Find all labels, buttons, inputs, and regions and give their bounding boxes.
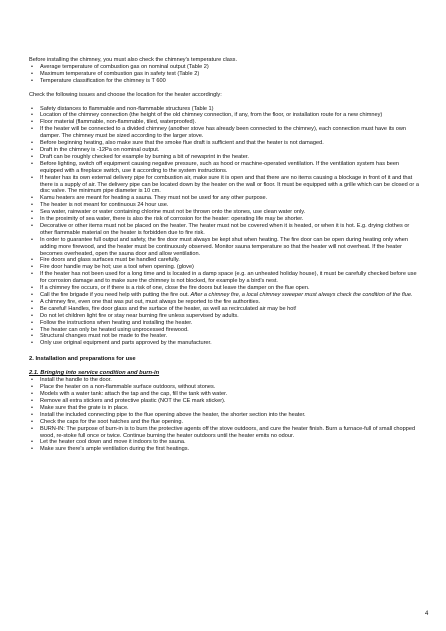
document-page — [29, 57, 421, 453]
fire-brigade-italic-text: After a chimney fire, a local chimney sweeper must always check the condition of the flue. — [190, 292, 413, 298]
list-item: • Kamu heaters are meant for heating a sauna. They must not be used for any other purpose. — [29, 195, 421, 202]
list-item: • Draft in the chimney is -12Pa on nominal output. — [29, 147, 421, 154]
list-item: • Make sure that the grate is in place. — [29, 405, 421, 412]
page-number: 4 — [425, 611, 429, 617]
list-item: • Draft can be roughly checked for example by burning a bit of newsprint in the heater. — [29, 154, 421, 161]
list-item: • Before beginning heating, also make sure that the smoke flue draft is sufficient and that the heater is not damaged. — [29, 140, 421, 147]
list-item: • Check the caps for the soot hatches and the flue opening. — [29, 419, 421, 426]
fire-brigade-text: Call the fire brigade if you need help with putting the fire out. — [40, 292, 191, 298]
list-item: • Remove all extra stickers and protective plastic (NOT the CE mark sticker). — [29, 398, 421, 405]
subsection-title: 2.1. Bringing into service condition and burn-in — [29, 370, 160, 377]
list-item: • Average temperature of combustion gas on nominal output (Table 2) — [29, 64, 421, 71]
list-item: • Safety distances to flammable and non-flammable structures (Table 1) — [29, 106, 421, 113]
list-item: • Install the handle to the door. — [29, 377, 421, 384]
list-item: • The heater can only be heated using unprocessed firewood. — [29, 327, 421, 334]
list-item: • In order to guarantee full output and safety, the fire door must always be kept shut when heating. The fire door can be open during heating only when adding more firewood, and the heater must be continuously observed. Monitor sauna temperature so that the heater will not overheat. If the heater becomes overheated, open the sauna door and allow ventilation. — [29, 237, 421, 258]
check-list — [29, 106, 421, 348]
check-intro-paragraph: Check the following issues and choose the location for the heater accordingly: — [29, 91, 222, 98]
list-item: • If the heater has not been used for a long time and is located in a damp space (e.g. an unheated holiday house), it must be carefully checked before use for corrosion damage and to make sure the chimney is not blocked, for example by a bird's nest. — [29, 271, 421, 285]
list-item: • Only use original equipment and parts approved by the manufacturer. — [29, 340, 421, 347]
list-item-fire-brigade — [29, 292, 421, 299]
list-item: • Temperature classification for the chimney is T 600 — [29, 78, 421, 85]
list-item: • Fire doors and glass surfaces must be handled carefully. — [29, 257, 421, 264]
list-item: • Maximum temperature of combustion gas in safety test (Table 2) — [29, 71, 421, 78]
list-item: • Location of the chimney connection (the height of the old chimney connection, if any, from the floor, or installation route for a new chimney) — [29, 112, 421, 119]
intro-paragraph: Before installing the chimney, you must also check the chimney's temperature class. — [29, 57, 238, 63]
list-item: • The heater is not meant for continuous 24 hour use. — [29, 202, 421, 209]
list-item: • Decorative or other items must not be placed on the heater. The heater must not be covered when it is heated, or when it is hot. E.g. drying clothes or other flammable material on the heater is forbidden due to fire risk. — [29, 223, 421, 237]
list-item: • If the heater will be connected to a divided chimney (another stove has already been connected to the chimney), each connection must have its own damper. The chimney must be sized according to the larger stove. — [29, 126, 421, 140]
list-item: • In the proximity of sea water, there is also the risk of corrosion for the heater: operating life may be shorter. — [29, 216, 421, 223]
list-item: • Install the included connecting pipe to the flue opening above the heater, the shorter section into the heater. — [29, 412, 421, 419]
list-item: • Models with a water tank: attach the tap and the cap, fill the tank with water. — [29, 391, 421, 398]
list-item: • Fire door handle may be hot; use a tool when opening. (glove) — [29, 264, 421, 271]
temperature-list — [29, 64, 421, 85]
list-item: • If heater has its own external delivery pipe for combustion air, make sure it is open and that there are no items causing a blockage in front of it and that there is a supply of air. The delivery pipe can be located down by the heater on the wall or floor. It must be equipped with a grille which can be closed or a disc valve. The minimum pipe diameter is 10 cm. — [29, 175, 421, 196]
list-item: • Do not let children light fire or stay near burning fire unless supervised by adults. — [29, 313, 421, 320]
list-item: • Floor material (flammable, non-flammable, tiled, waterproofed). — [29, 119, 421, 126]
list-item: • Sea water, rainwater or water containing chlorine must not be thrown onto the stones, use clean water only. — [29, 209, 421, 216]
list-item: • Be careful! Handles, fire door glass and the surface of the heater, as well as recirculated air may be hot! — [29, 306, 421, 313]
list-item: • Let the heater cool down and move it indoors to the sauna. — [29, 439, 421, 446]
list-item: • Structural changes must not be made to the heater. — [29, 333, 421, 340]
list-item: • Place the heater on a non-flammable surface outdoors, without stones. — [29, 384, 421, 391]
install-list — [29, 377, 421, 453]
list-item: • If a chimney fire occurs, or if there is a risk of one, close the fire doors but leave the damper on the flue open. — [29, 285, 421, 292]
list-item: • Make sure there's ample ventilation during the first heatings. — [29, 446, 421, 453]
list-item: • Before lighting, switch off equipment causing negative pressure, such as hood or machine-operated ventilation. If the ventilation system has been equipped with a fireplace switch, use it according to the system instructions. — [29, 161, 421, 175]
section-title: 2. Installation and preparations for use — [29, 356, 136, 363]
list-item: • BURN-IN: The purpose of burn-in is to burn the protective agents off the stove outdoors, and cure the heater finish. Burn a furnace-full of small chopped wood, re-stoke full once or twice. Continue burning the heater outdoors until the heater emits no odour. — [29, 426, 421, 440]
list-item: • Follow the instructions when heating and installing the heater. — [29, 320, 421, 327]
list-item: • A chimney fire, even one that was put out, must always be reported to the fire authorities. — [29, 299, 421, 306]
